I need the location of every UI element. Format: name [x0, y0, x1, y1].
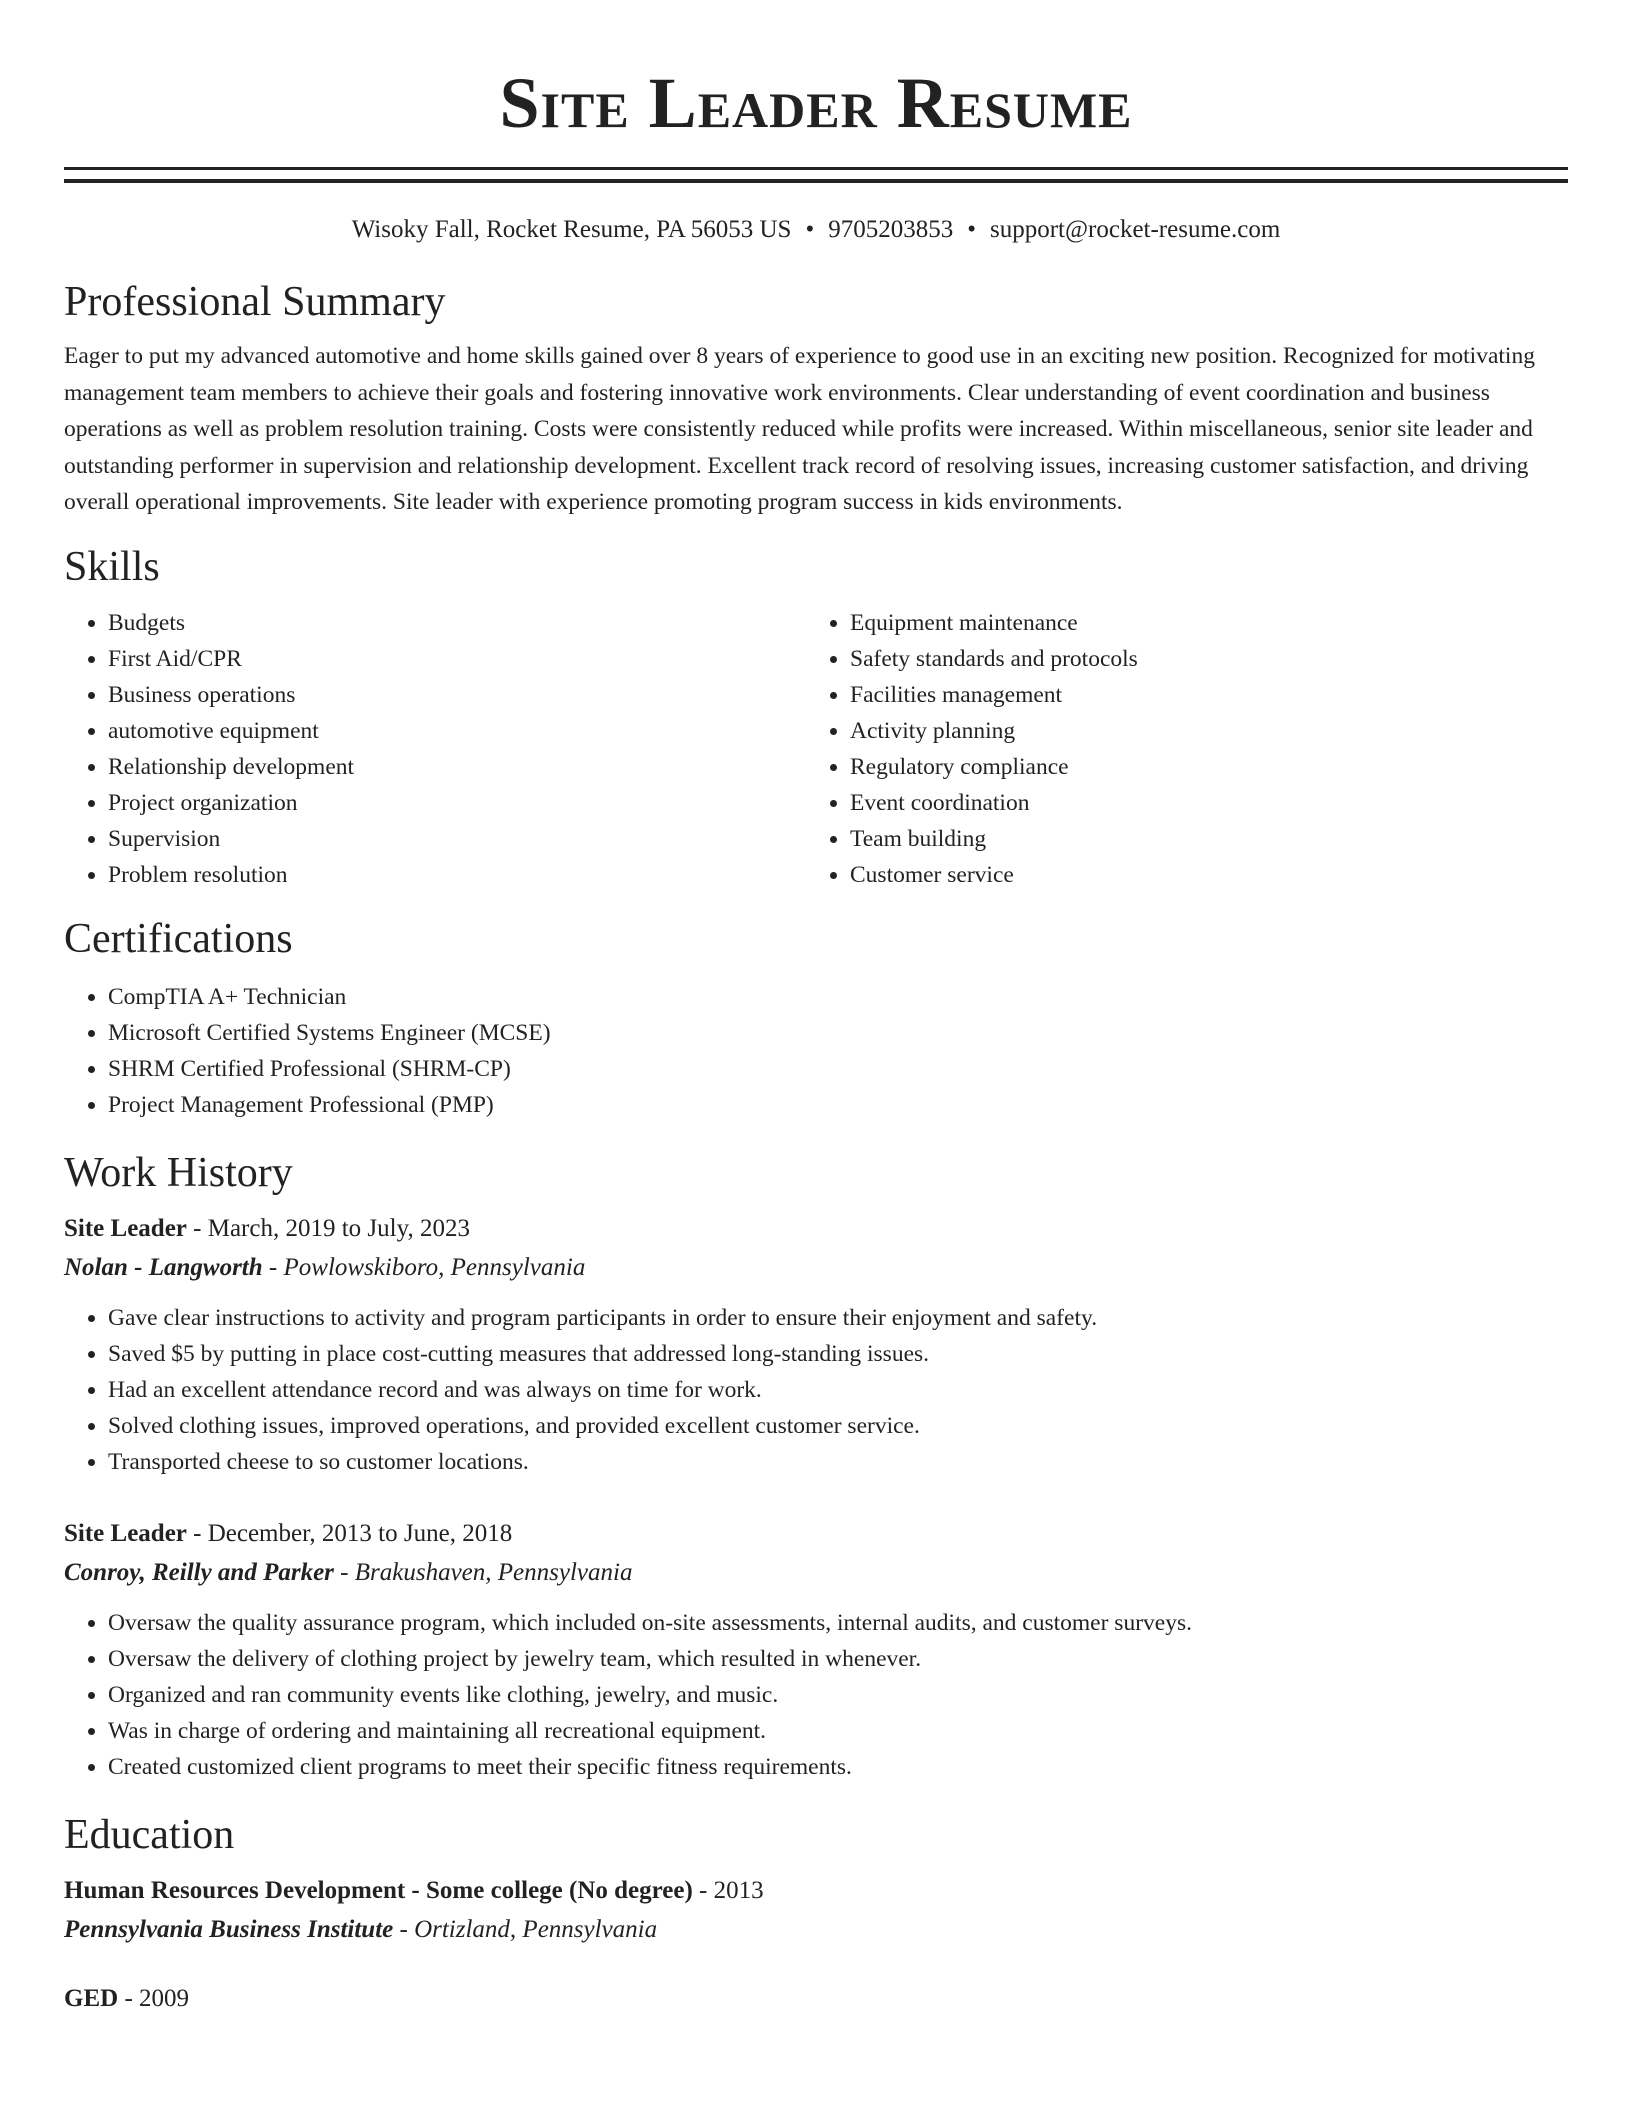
contact-separator-1: • [805, 216, 815, 243]
list-item: • CompTIA A+ Technician [108, 979, 1568, 1015]
summary-heading: Professional Summary [64, 279, 446, 325]
list-item: • Relationship development [108, 749, 806, 785]
list-item: • Regulatory compliance [850, 749, 1548, 785]
list-item: • SHRM Certified Professional (SHRM-CP) [108, 1051, 1568, 1087]
education-location: - Ortizland, Pennsylvania [393, 1915, 658, 1943]
job-entry-1 [64, 1209, 1568, 1480]
education-degree: GED [64, 1984, 119, 2012]
page-title: Site Leader Resume [499, 63, 1133, 143]
skills-section [64, 539, 1568, 893]
resume-page [64, 0, 1568, 2019]
skills-list-right [806, 605, 1548, 893]
skills-heading: Skills [64, 543, 160, 590]
list-item: • Created customized client programs to meet their specific fitness requirements. [108, 1749, 1568, 1785]
list-item: • automotive equipment [108, 713, 806, 749]
education-entry-2 [64, 1979, 1568, 2019]
title-double-rule [64, 167, 1568, 183]
certifications-list [64, 979, 1568, 1123]
contact-phone: 9705203853 [828, 216, 954, 243]
education-section [64, 1807, 1568, 2019]
list-item: • Equipment maintenance [850, 605, 1548, 641]
education-degree-line [64, 1979, 1568, 2019]
skills-column-right [806, 605, 1548, 893]
education-degree: Human Resources Development - Some college (No degree) [64, 1876, 693, 1904]
list-item: • Business operations [108, 677, 806, 713]
list-item: • Event coordination [850, 785, 1548, 821]
list-item: • Was in charge of ordering and maintaining all recreational equipment. [108, 1713, 1568, 1749]
education-entry-1 [64, 1871, 1568, 1949]
skills-column-left [64, 605, 806, 893]
job-location: - Powlowskiboro, Pennsylvania [262, 1253, 586, 1281]
contact-separator-2: • [967, 216, 976, 243]
job-title: Site Leader [64, 1214, 187, 1242]
education-degree-line [64, 1871, 1568, 1911]
list-item: • Oversaw the quality assurance program, which included on-site assessments, internal audits, and customer surveys. [108, 1605, 1568, 1641]
job-company: Nolan - Langworth [64, 1253, 263, 1281]
list-item: • Team building [850, 821, 1548, 857]
list-item: • Gave clear instructions to activity and program participants in order to ensure their enjoyment and safety. [108, 1300, 1568, 1336]
education-heading: Education [64, 1811, 235, 1858]
list-item: • Solved clothing issues, improved operations, and provided excellent customer service. [108, 1408, 1568, 1444]
education-school-line [64, 1911, 1568, 1949]
education-year: - 2009 [118, 1984, 190, 2012]
skills-columns [64, 605, 1568, 893]
list-item: • Supervision [108, 821, 806, 857]
education-year: - 2013 [692, 1876, 764, 1904]
list-item: • Project organization [108, 785, 806, 821]
job-entry-2 [64, 1514, 1568, 1785]
list-item: • Problem resolution [108, 857, 806, 893]
list-item: • Project Management Professional (PMP) [108, 1087, 1568, 1123]
job-company: Conroy, Reilly and Parker [64, 1558, 334, 1586]
contact-email: support@rocket-resume.com [990, 216, 1281, 243]
job-location: - Brakushaven, Pennsylvania [333, 1558, 633, 1586]
list-item: • Activity planning [850, 713, 1548, 749]
certifications-heading: Certifications [64, 915, 293, 962]
education-school: Pennsylvania Business Institute [64, 1915, 394, 1943]
list-item: • Budgets [108, 605, 806, 641]
certifications-section [64, 911, 1568, 1123]
list-item: • First Aid/CPR [108, 641, 806, 677]
work-history-heading: Work History [64, 1149, 293, 1196]
list-item: • Organized and ran community events like clothing, jewelry, and music. [108, 1677, 1568, 1713]
list-item: • Microsoft Certified Systems Engineer (MCSE) [108, 1015, 1568, 1051]
job-bullets [64, 1300, 1568, 1480]
contact-line [64, 213, 1568, 247]
job-dates: - March, 2019 to July, 2023 [186, 1214, 470, 1242]
skills-list-left [64, 605, 806, 893]
list-item: • Customer service [850, 857, 1548, 893]
list-item: • Safety standards and protocols [850, 641, 1548, 677]
list-item: • Transported cheese to so customer locations. [108, 1444, 1568, 1480]
job-company-line [64, 1249, 1568, 1287]
job-bullets [64, 1605, 1568, 1785]
list-item: • Saved $5 by putting in place cost-cutting measures that addressed long-standing issues. [108, 1336, 1568, 1372]
job-title: Site Leader [64, 1519, 187, 1547]
job-company-line [64, 1554, 1568, 1592]
list-item: • Oversaw the delivery of clothing project by jewelry team, which resulted in whenever. [108, 1641, 1568, 1677]
summary-section [64, 274, 1568, 521]
summary-text: Eager to put my advanced automotive and home skills gained over 8 years of experience to good use in an exciting new position. Recognized for motivating management team members to achieve their goals and fostering innovative work environments. Clear understanding of event coordination and business operations as well as problem resolution training. Costs were consistently reduced while profits were increased. Within miscellaneous, senior site leader and outstanding performer in supervision and relationship development. Excellent track record of resolving issues, increasing customer satisfaction, and driving overall operational improvements. Site leader with experience promoting program success in kids environments. [64, 343, 1535, 515]
contact-address: Wisoky Fall, Rocket Resume, PA 56053 US [351, 216, 792, 243]
list-item: • Facilities management [850, 677, 1548, 713]
job-dates: - December, 2013 to June, 2018 [186, 1519, 513, 1547]
work-history-section [64, 1145, 1568, 1785]
list-item: • Had an excellent attendance record and was always on time for work. [108, 1372, 1568, 1408]
job-title-line [64, 1209, 1568, 1249]
job-title-line [64, 1514, 1568, 1554]
